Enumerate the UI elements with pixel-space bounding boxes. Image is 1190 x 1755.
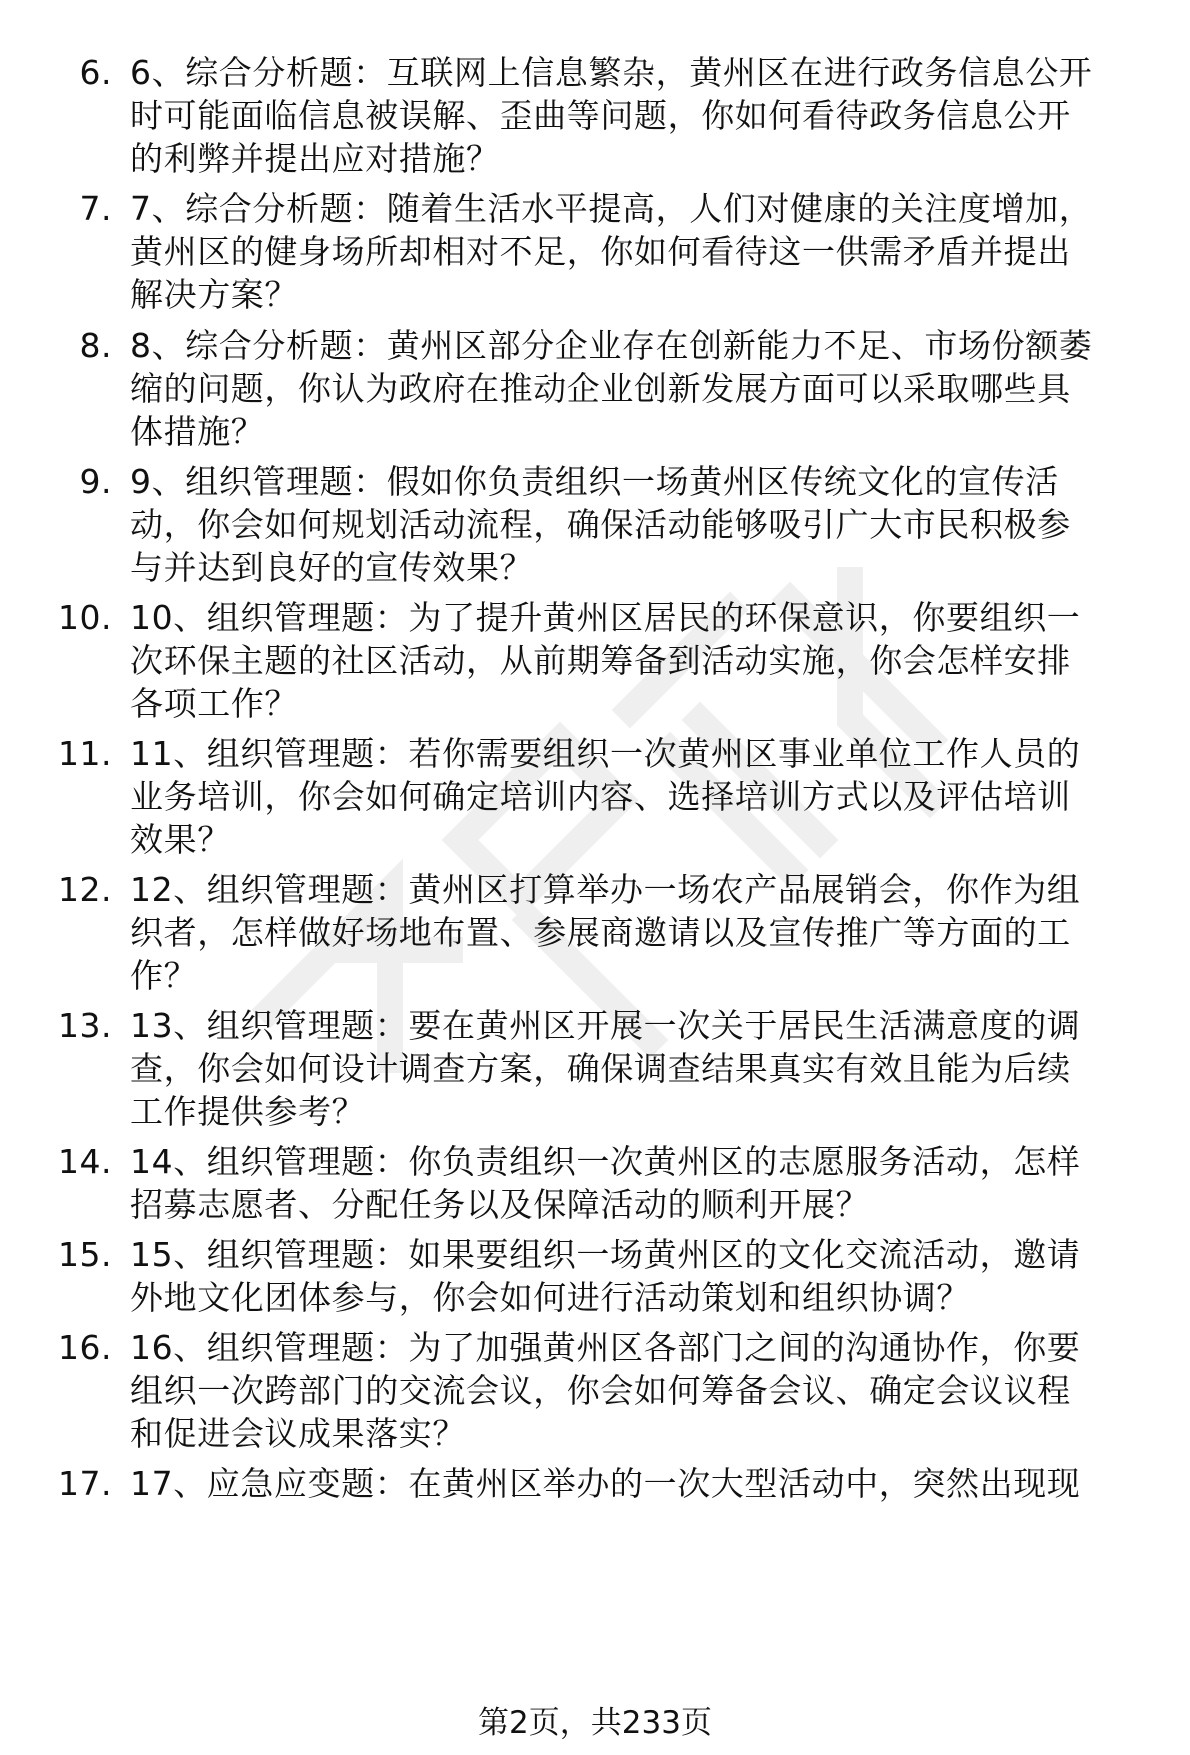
question-number: 15.	[58, 1235, 112, 1274]
question-text: 15、组织管理题：如果要组织一场黄州区的文化交流活动，邀请 外地文化团体参与，你会如何进行活动策划和组织协调？	[130, 1235, 1081, 1317]
question-text: 16、组织管理题：为了加强黄州区各部门之间的沟通协作，你要 组织一次跨部门的交流会议，你会如何筹备会议、确定会议议程 和促进会议成果落实？	[130, 1328, 1081, 1453]
question-text: 17、应急应变题：在黄州区举办的一次大型活动中，突然出现现	[130, 1464, 1081, 1503]
question-text: 11、组织管理题：若你需要组织一次黄州区事业单位工作人员的 业务培训，你会如何确定培训内容、选择培训方式以及评估培训 效果？	[130, 734, 1081, 859]
question-number: 10.	[58, 598, 112, 637]
question-number: 17.	[58, 1464, 112, 1503]
question-text: 13、组织管理题：要在黄州区开展一次关于居民生活满意度的调 查，你会如何设计调查方案，确保调查结果真实有效且能为后续 工作提供参考？	[130, 1006, 1081, 1131]
question-text: 12、组织管理题：黄州区打算举办一场农产品展销会，你作为组 织者，怎样做好场地布置、参展商邀请以及宣传推广等方面的工 作？	[130, 870, 1081, 995]
question-number: 13.	[58, 1006, 112, 1045]
question-number: 14.	[58, 1142, 112, 1181]
question-text: 6、综合分析题：互联网上信息繁杂，黄州区在进行政务信息公开 时可能面临信息被误解、歪曲等问题，你如何看待政务信息公开 的利弊并提出应对措施？	[130, 53, 1093, 178]
question-text: 9、组织管理题：假如你负责组织一场黄州区传统文化的宣传活 动，你会如何规划活动流程，确保活动能够吸引广大市民积极参 与并达到良好的宣传效果？	[130, 462, 1071, 587]
question-number: 7.	[79, 189, 112, 228]
question-text: 8、综合分析题：黄州区部分企业存在创新能力不足、市场份额萎 缩的问题，你认为政府在推动企业创新发展方面可以采取哪些具 体措施？	[130, 326, 1093, 451]
question-text: 7、综合分析题：随着生活水平提高，人们对健康的关注度增加， 黄州区的健身场所却相对不足，你如何看待这一供需矛盾并提出 解决方案？	[130, 189, 1093, 314]
question-number: 11.	[58, 734, 112, 773]
question-text: 14、组织管理题：你负责组织一次黄州区的志愿服务活动，怎样 招募志愿者、分配任务以及保障活动的顺利开展？	[130, 1142, 1081, 1224]
question-number: 9.	[79, 462, 112, 501]
question-number: 8.	[79, 326, 112, 365]
question-text: 10、组织管理题：为了提升黄州区居民的环保意识，你要组织一 次环保主题的社区活动，从前期筹备到活动实施，你会怎样安排 各项工作？	[130, 598, 1081, 723]
question-number: 6.	[79, 53, 112, 92]
question-number: 12.	[58, 870, 112, 909]
question-number: 16.	[58, 1328, 112, 1367]
page-number: 第2页，共233页	[478, 1705, 712, 1741]
